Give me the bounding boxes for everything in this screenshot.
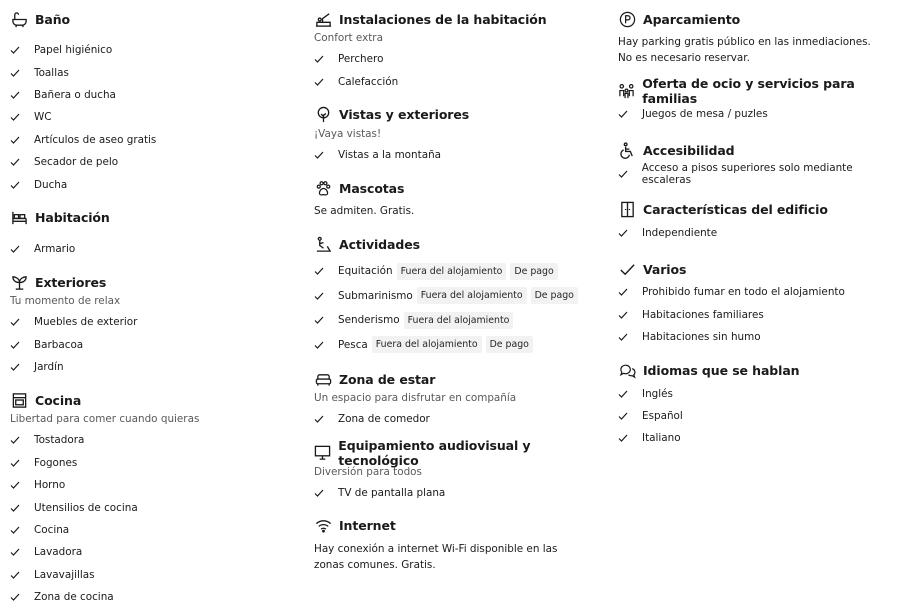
- section-header: [314, 104, 604, 126]
- section-title: Vistas y exteriores: [339, 107, 470, 123]
- check-icon: [314, 77, 338, 87]
- section-cocina: [10, 389, 300, 608]
- section-varios: [618, 258, 903, 348]
- amenity-list: [10, 311, 300, 378]
- item-label: Jardín: [34, 361, 64, 374]
- list-item: [10, 474, 300, 496]
- check-icon: [10, 480, 34, 490]
- bath-icon: [10, 10, 28, 28]
- section-description: Hay parking gratis público en las inmediaciones. No es necesario reservar.: [618, 36, 871, 64]
- item-label: Papel higiénico: [34, 44, 113, 57]
- item-label: Habitaciones familiares: [642, 308, 764, 321]
- list-item: [10, 356, 300, 378]
- check-icon: [10, 435, 34, 445]
- list-item: [10, 61, 300, 83]
- list-item: [618, 427, 903, 449]
- section-subtitle: Un espacio para disfrutar en compañía: [314, 392, 517, 405]
- list-item: [618, 103, 903, 125]
- section-title: Mascotas: [339, 180, 405, 196]
- item-label: Muebles de exterior: [34, 316, 138, 329]
- amenity-list: [618, 281, 903, 348]
- tree-icon: [314, 106, 332, 124]
- section-header: [314, 177, 604, 199]
- section-title: Actividades: [339, 236, 420, 252]
- item-label: Zona de comedor: [338, 413, 430, 426]
- check-icon: [10, 244, 34, 254]
- check-icon: [314, 54, 338, 64]
- section-ocio: [618, 76, 903, 125]
- check-icon: [10, 68, 34, 78]
- check-icon: [314, 488, 338, 498]
- check-icon: [10, 525, 34, 535]
- section-title: Habitación: [35, 210, 110, 226]
- list-item: [10, 84, 300, 106]
- check-icon: [314, 266, 338, 276]
- item-label: Submarinismo: [338, 289, 413, 302]
- section-subtitle: ¡Vaya vistas!: [314, 127, 382, 140]
- item-label: TV de pantalla plana: [338, 486, 446, 499]
- item-label: Tostadora: [34, 434, 85, 447]
- section-aparcamiento: [618, 8, 903, 66]
- list-item: [618, 405, 903, 427]
- section-title: Accesibilidad: [643, 142, 735, 158]
- amenity-list: [10, 429, 300, 608]
- section-header: [618, 76, 903, 106]
- list-item: [618, 326, 903, 348]
- section-subtitle: Diversión para todos: [314, 465, 422, 478]
- section-title: Zona de estar: [339, 371, 436, 387]
- list-item: [10, 334, 300, 356]
- section-header: [314, 437, 604, 468]
- check-icon: [314, 315, 338, 325]
- amenity-list: [10, 39, 300, 196]
- item-label: Bañera o ducha: [34, 88, 116, 101]
- item-label: Lavadora: [34, 546, 83, 559]
- amenity-list: [314, 259, 604, 357]
- price-tag: De pago: [486, 336, 533, 353]
- check-icon: [618, 169, 642, 179]
- check-icon: [618, 389, 642, 399]
- item-label: Zona de cocina: [34, 591, 114, 604]
- check-icon: [618, 310, 642, 320]
- item-label: Vistas a la montaña: [338, 148, 442, 161]
- section-header: [618, 258, 903, 280]
- section-title: Internet: [339, 518, 396, 534]
- location-tag: Fuera del alojamiento: [372, 336, 482, 353]
- item-label: Ducha: [34, 178, 68, 191]
- list-item: [314, 308, 604, 333]
- amenity-list: [314, 144, 604, 166]
- section-title: Exteriores: [35, 274, 107, 290]
- section-header: [10, 389, 300, 411]
- item-label: Perchero: [338, 53, 384, 66]
- list-item: [10, 429, 300, 451]
- section-idiomas: [618, 359, 903, 449]
- check-icon: [618, 433, 642, 443]
- check-icon: [10, 362, 34, 372]
- room-service-icon: [314, 10, 332, 28]
- list-item: [10, 151, 300, 173]
- check-icon: [10, 180, 34, 190]
- paw-icon: [314, 179, 332, 197]
- list-item: [10, 39, 300, 61]
- check-icon: [314, 150, 338, 160]
- item-label: Cocina: [34, 524, 70, 537]
- section-title: Equipamiento audiovisual y tecnológico: [338, 437, 531, 468]
- column-3: [618, 8, 903, 450]
- list-item: [10, 311, 300, 333]
- check-icon: [10, 157, 34, 167]
- list-item: [10, 106, 300, 128]
- check-icon: [314, 414, 338, 424]
- list-item: [10, 519, 300, 541]
- check-icon: [10, 45, 34, 55]
- section-title: Varios: [643, 261, 687, 277]
- list-item: [10, 173, 300, 195]
- amenity-list: [618, 103, 903, 125]
- list-item: [314, 70, 604, 92]
- check-icon: [618, 109, 642, 119]
- list-item: [10, 496, 300, 518]
- section-header: [314, 233, 604, 255]
- tv-icon: [314, 444, 331, 462]
- parking-icon: [618, 10, 636, 28]
- section-description: Se admiten. Gratis.: [314, 205, 415, 218]
- section-title: Características del edificio: [643, 202, 828, 218]
- section-vistas: [314, 104, 604, 166]
- item-label: Secador de pelo: [34, 156, 119, 169]
- section-subtitle: Confort extra: [314, 32, 383, 44]
- location-tag: Fuera del alojamiento: [397, 263, 507, 280]
- item-label: Lavavajillas: [34, 568, 95, 581]
- sofa-icon: [314, 370, 332, 388]
- section-zona-estar: [314, 368, 604, 430]
- list-item: [618, 281, 903, 303]
- list-item: [618, 162, 903, 184]
- wifi-icon: [314, 517, 332, 535]
- item-label: Utensilios de cocina: [34, 501, 138, 514]
- section-instalaciones: [314, 8, 604, 93]
- section-internet: [314, 515, 604, 573]
- checkmark-icon: [618, 260, 636, 278]
- location-tag: Fuera del alojamiento: [404, 312, 514, 329]
- item-label: Inglés: [642, 387, 673, 400]
- check-icon: [10, 570, 34, 580]
- family-icon: [618, 82, 635, 100]
- item-label: WC: [34, 111, 52, 124]
- price-tag: De pago: [510, 263, 557, 280]
- section-header: [618, 199, 903, 221]
- item-label: Armario: [34, 242, 76, 255]
- item-label: Senderismo: [338, 314, 400, 327]
- activity-icon: [314, 235, 332, 253]
- section-title: Instalaciones de la habitación: [339, 11, 547, 27]
- list-item: [10, 586, 300, 608]
- list-item: [10, 129, 300, 151]
- amenity-list: [10, 238, 300, 260]
- section-mascotas: [314, 177, 604, 219]
- amenity-list: [314, 482, 604, 504]
- list-item: [618, 304, 903, 326]
- door-icon: [618, 201, 636, 219]
- speech-bubbles-icon: [618, 361, 636, 379]
- price-tag: De pago: [531, 287, 578, 304]
- item-label: Habitaciones sin humo: [642, 331, 761, 344]
- item-label: Prohibido fumar en todo el alojamiento: [642, 286, 845, 299]
- check-icon: [10, 340, 34, 350]
- column-2: [314, 8, 604, 573]
- amenity-list: [618, 382, 903, 449]
- item-label: Italiano: [642, 432, 681, 445]
- item-label: Pesca: [338, 338, 368, 351]
- section-accesibilidad: [618, 139, 903, 184]
- section-header: [314, 8, 604, 30]
- check-icon: [618, 411, 642, 421]
- item-label: Artículos de aseo gratis: [34, 133, 157, 146]
- plant-icon: [10, 273, 28, 291]
- check-icon: [314, 340, 338, 350]
- section-subtitle: Tu momento de relax: [10, 295, 121, 308]
- section-header: [314, 368, 604, 390]
- list-item: [314, 259, 604, 284]
- section-header: [618, 359, 903, 381]
- section-title: Baño: [35, 11, 71, 27]
- item-label: Horno: [34, 479, 66, 492]
- item-label: Barbacoa: [34, 338, 84, 351]
- list-item: [314, 48, 604, 70]
- section-habitacion: [10, 207, 300, 260]
- check-icon: [10, 90, 34, 100]
- list-item: [10, 452, 300, 474]
- check-icon: [10, 317, 34, 327]
- amenity-list: [618, 162, 903, 184]
- item-label: Fogones: [34, 456, 78, 469]
- item-label: Toallas: [34, 66, 69, 79]
- section-title: Idiomas que se hablan: [643, 362, 800, 378]
- list-item: [314, 408, 604, 430]
- list-item: [10, 541, 300, 563]
- check-icon: [10, 592, 34, 602]
- check-icon: [10, 547, 34, 557]
- item-label: Independiente: [642, 226, 718, 239]
- item-label: Equitación: [338, 265, 393, 278]
- column-1: [10, 8, 300, 608]
- section-subtitle: Libertad para comer cuando quieras: [10, 413, 200, 426]
- section-edificio: [618, 199, 903, 244]
- location-tag: Fuera del alojamiento: [417, 287, 527, 304]
- check-icon: [618, 287, 642, 297]
- check-icon: [10, 135, 34, 145]
- list-item: [314, 284, 604, 309]
- list-item: [618, 382, 903, 404]
- section-exteriores: [10, 271, 300, 378]
- list-item: [618, 222, 903, 244]
- section-title: Cocina: [35, 392, 82, 408]
- check-icon: [10, 112, 34, 122]
- bed-icon: [10, 209, 28, 227]
- section-header: [10, 8, 300, 30]
- item-label: Calefacción: [338, 75, 399, 88]
- wheelchair-icon: [618, 141, 636, 159]
- amenity-list: [618, 222, 903, 244]
- amenity-list: [314, 408, 604, 430]
- section-header: [10, 271, 300, 293]
- item-label: Español: [642, 409, 683, 422]
- list-item: [10, 564, 300, 586]
- amenity-list: [314, 48, 604, 93]
- list-item: [314, 482, 604, 504]
- check-icon: [618, 228, 642, 238]
- section-header: [618, 139, 903, 161]
- item-label: Acceso a pisos superiores solo mediante escaleras: [641, 161, 853, 186]
- section-actividades: [314, 233, 604, 357]
- list-item: [10, 238, 300, 260]
- check-icon: [10, 503, 34, 513]
- list-item: [314, 333, 604, 358]
- section-header: [10, 207, 300, 229]
- oven-icon: [10, 391, 28, 409]
- check-icon: [10, 458, 34, 468]
- section-title: Aparcamiento: [643, 11, 741, 27]
- section-header: [314, 515, 604, 537]
- section-title: Oferta de ocio y servicios para familias: [642, 76, 855, 106]
- section-bano: [10, 8, 300, 196]
- item-label: Juegos de mesa / puzles: [642, 108, 768, 121]
- list-item: [314, 144, 604, 166]
- check-icon: [618, 332, 642, 342]
- check-icon: [314, 291, 338, 301]
- section-description: Hay conexión a internet Wi-Fi disponible en las zonas comunes. Gratis.: [314, 542, 558, 571]
- section-header: [618, 8, 903, 30]
- section-audiovisual: [314, 437, 604, 504]
